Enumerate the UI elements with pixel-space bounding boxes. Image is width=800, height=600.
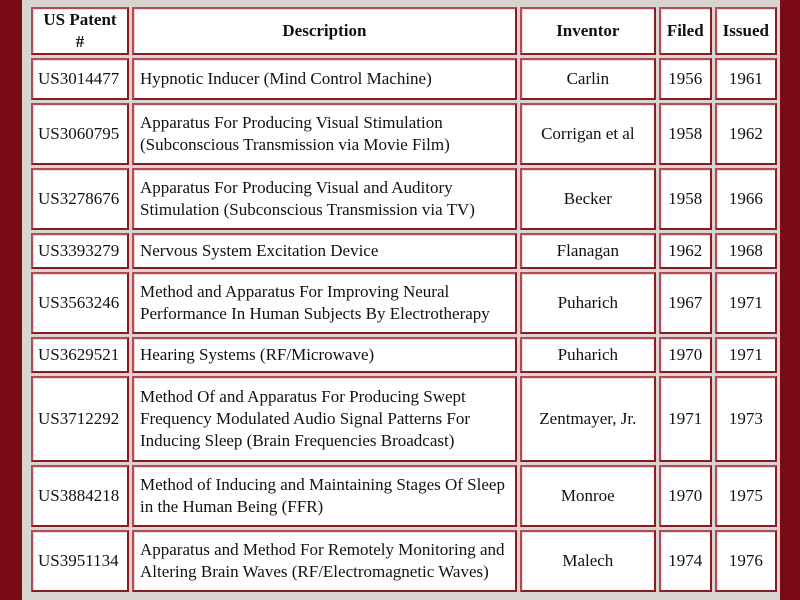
patent-description: Apparatus For Producing Visual Stimulation (Subconscious Transmission via Movie Film) [132, 103, 517, 165]
table-panel [22, 0, 780, 600]
table-row [31, 272, 777, 334]
patent-number: US3951134 [31, 530, 129, 592]
header-inventor: Inventor [520, 7, 656, 55]
patent-inventor: Carlin [520, 58, 656, 100]
patent-description: Method and Apparatus For Improving Neural Performance In Human Subjects By Electrotherapy [132, 272, 517, 334]
patent-number: US3060795 [31, 103, 129, 165]
table-row [31, 530, 777, 592]
patent-filed: 1958 [659, 103, 712, 165]
patent-filed: 1970 [659, 465, 712, 527]
table-row [31, 337, 777, 373]
patent-filed: 1962 [659, 233, 712, 269]
table-row [31, 376, 777, 462]
header-description: Description [132, 7, 517, 55]
patent-inventor: Becker [520, 168, 656, 230]
patent-description: Hypnotic Inducer (Mind Control Machine) [132, 58, 517, 100]
patent-description: Method Of and Apparatus For Producing Swept Frequency Modulated Audio Signal Patterns For Inducing Sleep (Brain Frequencies Broadcast) [132, 376, 517, 462]
patent-issued: 1961 [715, 58, 777, 100]
patent-number: US3563246 [31, 272, 129, 334]
patent-issued: 1971 [715, 272, 777, 334]
patent-description: Apparatus For Producing Visual and Auditory Stimulation (Subconscious Transmission via TV) [132, 168, 517, 230]
patent-description: Hearing Systems (RF/Microwave) [132, 337, 517, 373]
header-patent: US Patent # [31, 7, 129, 55]
patent-filed: 1974 [659, 530, 712, 592]
header-issued: Issued [715, 7, 777, 55]
patent-issued: 1968 [715, 233, 777, 269]
patent-number: US3712292 [31, 376, 129, 462]
patent-number: US3393279 [31, 233, 129, 269]
patent-number: US3884218 [31, 465, 129, 527]
patent-issued: 1975 [715, 465, 777, 527]
patent-description: Method of Inducing and Maintaining Stages Of Sleep in the Human Being (FFR) [132, 465, 517, 527]
patent-inventor: Flanagan [520, 233, 656, 269]
patent-issued: 1976 [715, 530, 777, 592]
patent-inventor: Puharich [520, 337, 656, 373]
table-row [31, 168, 777, 230]
header-filed: Filed [659, 7, 712, 55]
header-row [31, 7, 777, 55]
patent-inventor: Corrigan et al [520, 103, 656, 165]
patent-number: US3014477 [31, 58, 129, 100]
patent-filed: 1956 [659, 58, 712, 100]
table-row [31, 233, 777, 269]
patent-filed: 1971 [659, 376, 712, 462]
patent-issued: 1962 [715, 103, 777, 165]
patent-inventor: Monroe [520, 465, 656, 527]
table-row [31, 465, 777, 527]
patent-table [28, 4, 780, 595]
patent-inventor: Malech [520, 530, 656, 592]
patent-filed: 1967 [659, 272, 712, 334]
patent-issued: 1973 [715, 376, 777, 462]
patent-description: Nervous System Excitation Device [132, 233, 517, 269]
patent-issued: 1966 [715, 168, 777, 230]
patent-number: US3278676 [31, 168, 129, 230]
patent-filed: 1958 [659, 168, 712, 230]
table-row [31, 58, 777, 100]
patent-issued: 1971 [715, 337, 777, 373]
patent-inventor: Puharich [520, 272, 656, 334]
patent-description: Apparatus and Method For Remotely Monitoring and Altering Brain Waves (RF/Electromagnetic Waves) [132, 530, 517, 592]
patent-inventor: Zentmayer, Jr. [520, 376, 656, 462]
patent-number: US3629521 [31, 337, 129, 373]
table-row [31, 103, 777, 165]
patent-filed: 1970 [659, 337, 712, 373]
